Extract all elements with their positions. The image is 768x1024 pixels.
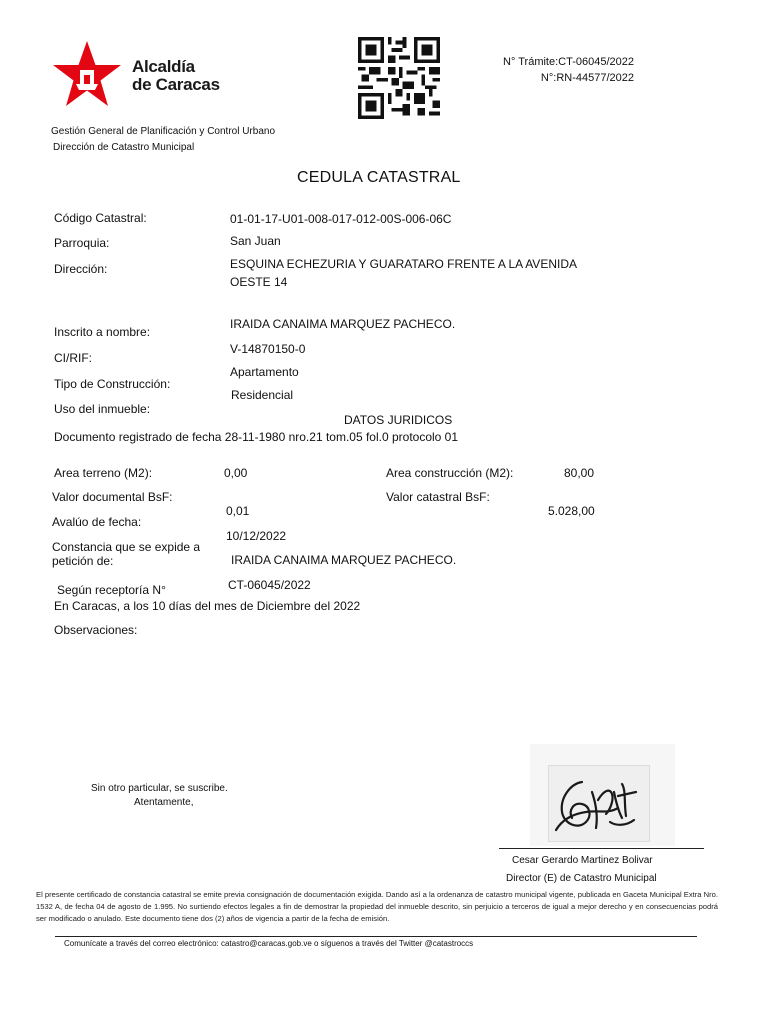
constancia-label-line-1: Constancia que se expide a bbox=[52, 540, 201, 554]
rn-number: N°:RN-44577/2022 bbox=[540, 72, 634, 84]
uso-inmueble-value: Residencial bbox=[231, 388, 294, 402]
fecha-emision: En Caracas, a los 10 días del mes de Diciembre del 2022 bbox=[54, 599, 361, 613]
cirif-label: CI/RIF: bbox=[54, 351, 92, 365]
tipo-construccion-label: Tipo de Construcción: bbox=[54, 377, 171, 391]
qr-code-icon bbox=[355, 37, 443, 119]
org-line-2: Dirección de Catastro Municipal bbox=[53, 142, 195, 153]
document-title: CEDULA CATASTRAL bbox=[297, 169, 461, 186]
direccion-value-line-1: ESQUINA ECHEZURIA Y GUARATARO FRENTE A LA AVENIDA bbox=[230, 257, 577, 271]
red-star-logo-icon bbox=[50, 38, 124, 112]
datos-juridicos-heading: DATOS JURIDICOS bbox=[344, 413, 453, 427]
avaluo-label: Avalúo de fecha: bbox=[52, 515, 142, 529]
constancia-label-line-2: petición de: bbox=[52, 554, 114, 568]
observaciones-label: Observaciones: bbox=[54, 623, 138, 637]
org-line-1: Gestión General de Planificación y Control Urbano bbox=[51, 126, 276, 137]
area-construccion-value: 80,00 bbox=[564, 466, 595, 480]
area-terreno-label: Area terreno (M2): bbox=[54, 466, 153, 480]
logo-line-1: Alcaldía bbox=[132, 57, 195, 76]
avaluo-value: 10/12/2022 bbox=[226, 529, 287, 543]
inscrito-value: IRAIDA CANAIMA MARQUEZ PACHECO. bbox=[230, 317, 456, 331]
signer-name: Cesar Gerardo Martinez Bolivar bbox=[512, 855, 653, 866]
inscrito-label: Inscrito a nombre: bbox=[54, 325, 151, 339]
valor-documental-label: Valor documental BsF: bbox=[52, 490, 173, 504]
valor-catastral-label: Valor catastral BsF: bbox=[386, 490, 490, 504]
receptoria-value: CT-06045/2022 bbox=[228, 578, 311, 592]
area-construccion-label: Area construcción (M2): bbox=[386, 466, 514, 480]
receptoria-label: Según receptoría N° bbox=[57, 583, 166, 597]
area-terreno-value: 0,00 bbox=[224, 466, 248, 480]
valor-documental-value: 0,01 bbox=[226, 504, 250, 518]
direccion-value-line-2: OESTE 14 bbox=[230, 275, 288, 289]
codigo-catastral-value: 01-01-17-U01-008-017-012-00S-006-06C bbox=[230, 212, 452, 226]
codigo-catastral-label: Código Catastral: bbox=[54, 211, 147, 225]
cirif-value: V-14870150-0 bbox=[230, 342, 306, 356]
alcaldia-logo bbox=[50, 36, 220, 112]
contact-line: Comunícate a través del correo electrónico: catastro@caracas.gob.ve o síguenos a través del Twitter @catastroccs bbox=[64, 939, 474, 948]
signer-title: Director (E) de Catastro Municipal bbox=[506, 873, 657, 884]
tramite-number: N° Trámite:CT-06045/2022 bbox=[503, 56, 634, 68]
direccion-label: Dirección: bbox=[54, 262, 108, 276]
legal-notice: El presente certificado de constancia catastral se emite previa consignación de documentación exigida. Dando así a la ordenanza de catastro municipal vigente, publicada en Gaceta Municipal Extra Nro. 1532 A, de fecha 04 de agosto de 1.995. No surtiendo efectos legales a fin de demostrar la propiedad del inmueble descrito, sin perjuicio a terceros de igual a mejor derecho y en consecuencias podrá ser modificado o anulado. Este documento tiene dos (2) años de vigencia a partir de la fecha de emisión. bbox=[36, 890, 718, 923]
documento-registrado: Documento registrado de fecha 28-11-1980 nro.21 tom.05 fol.0 protocolo 01 bbox=[54, 430, 459, 444]
parroquia-value: San Juan bbox=[230, 234, 281, 248]
logo-line-2: de Caracas bbox=[132, 75, 220, 94]
constancia-value: IRAIDA CANAIMA MARQUEZ PACHECO. bbox=[231, 553, 457, 567]
footer-divider bbox=[55, 936, 697, 937]
closing-line-1: Sin otro particular, se suscribe. bbox=[91, 783, 228, 794]
valor-catastral-value: 5.028,00 bbox=[548, 504, 595, 518]
uso-inmueble-label: Uso del inmueble: bbox=[54, 402, 151, 416]
tipo-construccion-value: Apartamento bbox=[230, 365, 299, 379]
parroquia-label: Parroquia: bbox=[54, 236, 110, 250]
signature-line bbox=[499, 848, 704, 849]
closing-line-2: Atentamente, bbox=[134, 797, 194, 808]
handwritten-signature-image bbox=[552, 770, 647, 838]
